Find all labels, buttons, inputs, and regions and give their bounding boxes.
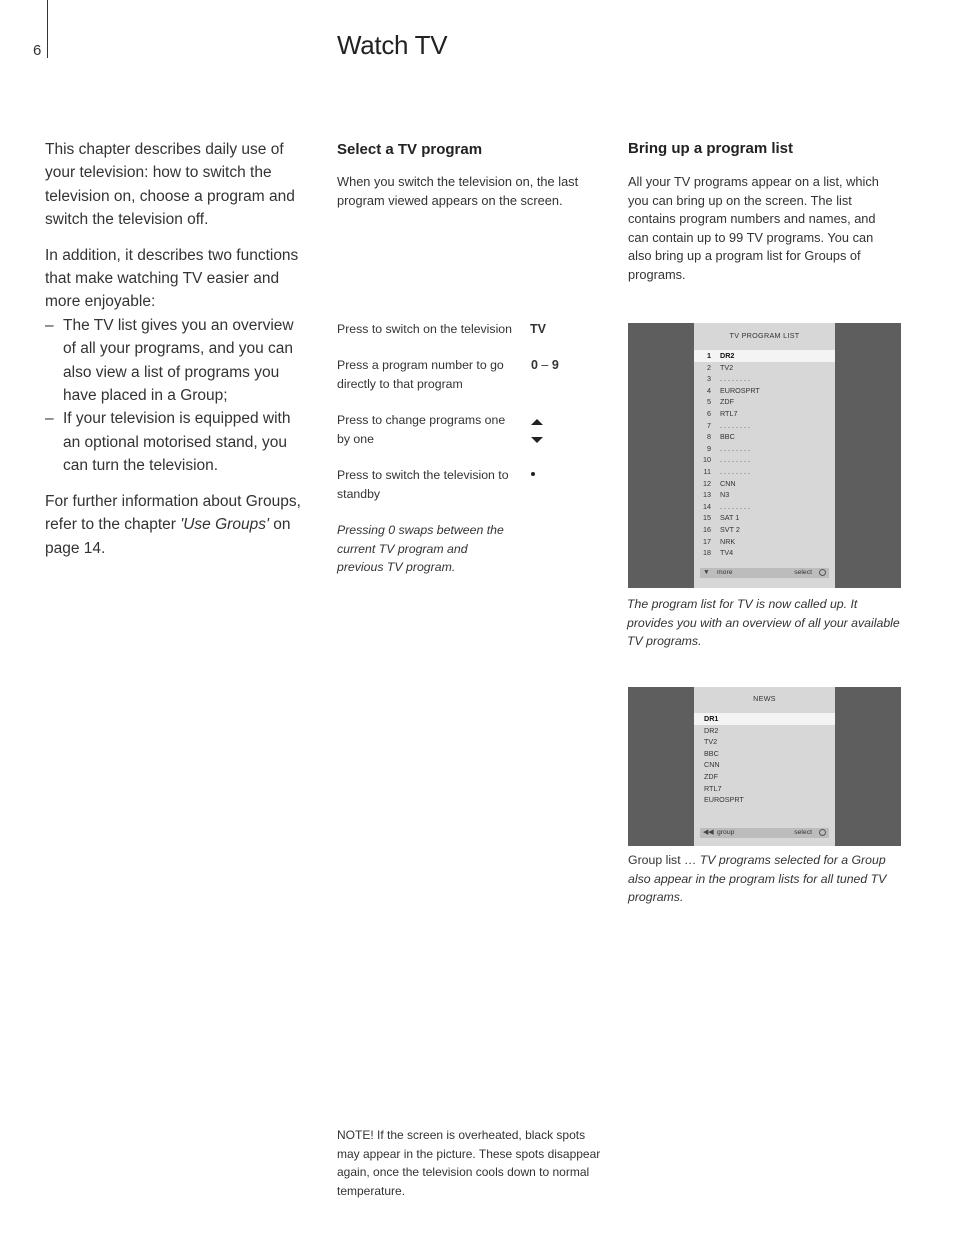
program-row[interactable] bbox=[694, 385, 835, 397]
program-row[interactable] bbox=[694, 443, 835, 455]
group-list-screen bbox=[628, 687, 901, 846]
intro-paragraph-2: In addition, it describes two functions that make watching TV easier and more enjoyable: bbox=[45, 246, 299, 311]
menu-footer bbox=[700, 568, 829, 578]
instruction-row bbox=[337, 466, 597, 503]
key-0: 0 bbox=[531, 358, 538, 372]
intro-paragraph-1: This chapter describes daily use of your television: how to switch the television on, choose a program and switch the television off. bbox=[45, 141, 295, 229]
intro-bullet-text: The TV list gives you an overview of all your programs, and you can also view a list of programs you have placed in a Group; bbox=[63, 316, 294, 405]
group-list-caption bbox=[628, 851, 903, 907]
intro-paragraph-3 bbox=[45, 490, 310, 560]
group-list-menu bbox=[694, 687, 835, 846]
menu-title: NEWS bbox=[753, 694, 776, 703]
number-keys bbox=[531, 356, 559, 375]
program-name: RTL7 bbox=[720, 409, 738, 418]
program-row[interactable] bbox=[694, 362, 835, 374]
arrow-up-icon bbox=[531, 419, 543, 425]
program-number: 6 bbox=[707, 409, 711, 418]
standby-dot-icon bbox=[531, 472, 535, 476]
program-name: NRK bbox=[720, 536, 736, 546]
program-number: 9 bbox=[707, 443, 711, 453]
footer-select-label: select bbox=[794, 569, 812, 576]
program-number: 11 bbox=[703, 467, 711, 476]
rewind-icon: ◀◀ bbox=[703, 829, 714, 836]
program-number: 14 bbox=[703, 501, 711, 511]
program-row[interactable] bbox=[694, 512, 835, 524]
intro-column bbox=[45, 138, 310, 572]
program-name: ZDF bbox=[720, 397, 734, 407]
instruction-row bbox=[337, 411, 597, 448]
program-number: 3 bbox=[707, 374, 711, 384]
program-name: CNN bbox=[704, 760, 720, 770]
key-range-dash: – bbox=[537, 358, 552, 372]
program-row[interactable] bbox=[694, 478, 835, 490]
down-arrow-icon: ▼ bbox=[703, 569, 710, 576]
program-row[interactable] bbox=[694, 489, 835, 501]
instruction-text: Press a program number to go directly to that program bbox=[337, 358, 504, 391]
program-name: . . . . . . . . bbox=[720, 501, 750, 511]
select-heading: Select a TV program bbox=[337, 141, 483, 158]
program-row[interactable] bbox=[694, 501, 835, 513]
overheat-note: NOTE! If the screen is overheated, black spots may appear in the picture. These spots disappear again, once the television cools down to normal temperature. bbox=[337, 1128, 601, 1198]
program-row[interactable] bbox=[694, 431, 835, 443]
instruction-row bbox=[337, 320, 597, 339]
instruction-row bbox=[337, 356, 597, 393]
program-name: CNN bbox=[720, 478, 736, 488]
program-row[interactable] bbox=[694, 373, 835, 385]
group-caption-text: TV programs selected for a Group also appear in the program lists for all tuned TV programs. bbox=[628, 853, 887, 904]
chapter-reference: 'Use Groups' bbox=[180, 516, 269, 534]
arrow-down-icon bbox=[531, 437, 543, 443]
instruction-text: Press to change programs one by one bbox=[337, 413, 506, 446]
page-number: 6 bbox=[33, 42, 42, 59]
instruction-text: Press to switch the television to standby bbox=[337, 468, 509, 501]
program-name: EUROSPRT bbox=[704, 795, 744, 805]
group-program-row[interactable] bbox=[694, 794, 835, 806]
program-name: TV4 bbox=[720, 548, 734, 558]
program-name: . . . . . . . . bbox=[720, 420, 750, 430]
intro-p3-text: For further information about Groups, refer to the chapter bbox=[45, 492, 301, 534]
program-number: 17 bbox=[703, 536, 711, 546]
program-row[interactable] bbox=[694, 408, 835, 420]
program-row[interactable] bbox=[694, 396, 835, 408]
program-name: BBC bbox=[720, 432, 735, 442]
program-name: EUROSPRT bbox=[720, 385, 760, 395]
program-number: 10 bbox=[703, 455, 711, 465]
program-row[interactable] bbox=[694, 350, 835, 362]
group-program-row[interactable] bbox=[694, 759, 835, 771]
program-row[interactable] bbox=[694, 524, 835, 536]
program-name: RTL7 bbox=[704, 783, 722, 793]
tv-program-list-screen bbox=[628, 323, 901, 588]
swap-note: Pressing 0 swaps between the current TV program and previous TV program. bbox=[337, 523, 504, 574]
select-body: When you switch the television on, the last program viewed appears on the screen. bbox=[337, 174, 579, 208]
tv-list-caption: The program list for TV is now called up. It provides you with an overview of all your available TV programs. bbox=[627, 597, 900, 648]
program-number: 18 bbox=[703, 548, 711, 558]
bring-body: All your TV programs appear on a list, which you can bring up on the screen. The list contains program numbers and names, and can contain up to 99 TV programs. You can also bring up a program list for Groups of programs. bbox=[628, 174, 879, 282]
intro-bullet: – The TV list gives you an overview of all your programs, and you can also view a list of programs you have placed in a Group; bbox=[45, 316, 294, 405]
footer-more-label: more bbox=[717, 569, 733, 576]
program-name: BBC bbox=[704, 748, 719, 758]
select-button-icon bbox=[819, 829, 826, 836]
program-name: DR2 bbox=[704, 725, 719, 735]
margin-rule bbox=[47, 0, 48, 58]
program-name: DR1 bbox=[704, 714, 719, 723]
key-9: 9 bbox=[551, 358, 559, 372]
program-number: 13 bbox=[703, 490, 711, 500]
program-row[interactable] bbox=[694, 536, 835, 548]
program-number: 12 bbox=[703, 478, 711, 488]
instruction-text: Press to switch on the television bbox=[337, 322, 512, 336]
menu-title: TV PROGRAM LIST bbox=[729, 331, 800, 340]
select-button-icon bbox=[819, 569, 826, 576]
page-title: Watch TV bbox=[337, 30, 448, 60]
intro-bullet-text: If your television is equipped with an optional motorised stand, you can turn the television. bbox=[63, 410, 291, 475]
program-name: TV2 bbox=[720, 362, 734, 372]
group-program-row[interactable] bbox=[694, 771, 835, 783]
program-number: 2 bbox=[707, 362, 711, 372]
program-name: . . . . . . . . bbox=[720, 374, 750, 384]
program-name: ZDF bbox=[704, 772, 718, 781]
program-name: . . . . . . . . bbox=[720, 455, 750, 465]
program-name: SVT 2 bbox=[720, 525, 740, 534]
program-name: . . . . . . . . bbox=[720, 443, 750, 453]
intro-bullet-list bbox=[45, 314, 310, 478]
program-row[interactable] bbox=[694, 547, 835, 559]
program-number: 5 bbox=[707, 397, 711, 407]
program-name: TV2 bbox=[704, 737, 718, 747]
group-program-row[interactable] bbox=[694, 713, 835, 725]
program-number: 4 bbox=[707, 385, 711, 395]
intro-p3-page: on page 14. bbox=[45, 516, 291, 557]
program-number: 16 bbox=[703, 525, 711, 534]
footer-select-label: select bbox=[794, 829, 812, 836]
program-row[interactable] bbox=[694, 454, 835, 466]
program-name: N3 bbox=[720, 490, 730, 500]
menu-footer bbox=[700, 828, 829, 838]
tv-program-list-menu bbox=[694, 323, 835, 588]
program-row[interactable] bbox=[694, 466, 835, 478]
footer-group-label: group bbox=[717, 829, 735, 836]
group-caption-label: Group list … bbox=[628, 853, 700, 867]
program-number: 1 bbox=[707, 351, 711, 360]
program-number: 8 bbox=[707, 432, 711, 442]
program-number: 15 bbox=[703, 513, 711, 523]
program-row[interactable] bbox=[694, 420, 835, 432]
program-name: . . . . . . . . bbox=[720, 467, 750, 476]
bring-heading: Bring up a program list bbox=[628, 140, 794, 157]
program-number: 7 bbox=[707, 420, 711, 430]
group-program-row[interactable] bbox=[694, 748, 835, 760]
tv-key: TV bbox=[530, 322, 546, 336]
intro-bullet: – If your television is equipped with an optional motorised stand, you can turn the television. bbox=[45, 410, 291, 475]
group-program-row[interactable] bbox=[694, 725, 835, 737]
program-name: SAT 1 bbox=[720, 513, 740, 523]
group-program-row[interactable] bbox=[694, 736, 835, 748]
program-name: DR2 bbox=[720, 351, 735, 360]
group-program-row[interactable] bbox=[694, 783, 835, 795]
